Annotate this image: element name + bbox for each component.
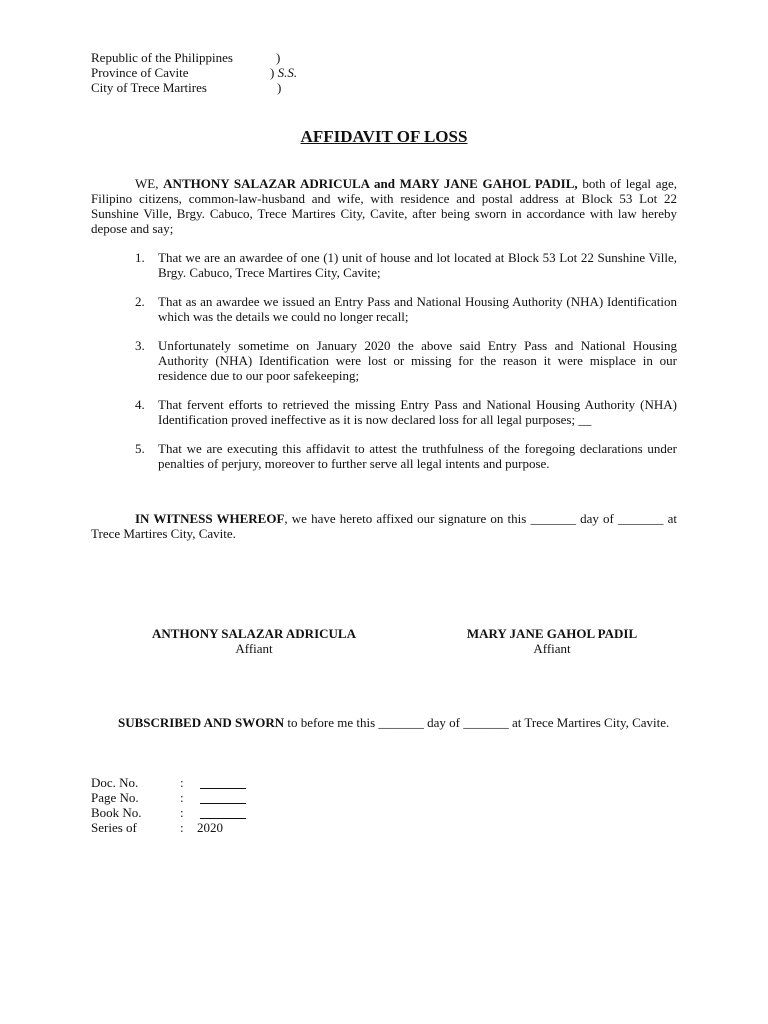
month-blank: _______ [463,715,509,730]
list-item: 2. That as an awardee we issued an Entry Pass and National Housing Authority (NHA) Identification which was the details we could no longer recall; [135,294,677,324]
venue-paren-ss: ) S.S. [270,65,298,80]
list-item: 4. That fervent efforts to retrieved the missing Entry Pass and National Housing Authority (NHA) Identification proved ineffective as it is now declared loss for all legal purposes; __ [135,397,677,427]
record-doc-no: Doc. No. : [91,775,142,790]
list-item: 1. That we are an awardee of one (1) unit of house and lot located at Block 53 Lot 22 Sunshine Ville, Brgy. Cabuco, Trece Martires City, Cavite; [135,250,677,280]
statements-list [91,250,677,485]
signatory-name: MARY JANE GAHOL PADIL [466,626,638,641]
notarial-records [91,775,223,835]
record-blank [200,805,246,819]
record-blank [200,790,246,804]
document-title: AFFIDAVIT OF LOSS [300,127,468,146]
signature-block-anthony [134,626,374,656]
venue-block [91,50,298,95]
venue-paren: ) [276,50,281,65]
record-book-no: Book No. : [91,805,142,820]
witness-paragraph: IN WITNESS WHEREOF, we have hereto affixed our signature on this _______ day of _______ at Trece Martires City, Cavite. [91,511,677,541]
signatory-role: Affiant [533,641,571,656]
day-blank: _______ [378,715,424,730]
venue-line-province: Province of Cavite ) S.S. [91,65,298,80]
intro-paragraph: WE, ANTHONY SALAZAR ADRICULA and MARY JANE GAHOL PADIL, both of legal age, Filipino citizens, common-law-husband and wife, with residence and postal address at Block 53 Lot 22 Sunshine Ville, Brgy. Cabuco, Trece Martires City, Cavite, after being sworn in accordance with law hereby depose and say; [91,176,677,236]
day-blank: _______ [530,511,576,526]
venue-paren: ) [277,80,282,95]
record-series: Series of : 2020 [91,820,223,835]
venue-line-republic: Republic of the Philippines ) [91,50,281,65]
list-item: 5. That we are executing this affidavit to attest the truthfulness of the foregoing declarations under penalties of perjury, moreover to further serve all legal intents and purpose. [135,441,677,471]
signatory-role: Affiant [235,641,273,656]
affiant-names: ANTHONY SALAZAR ADRICULA and MARY JANE GAHOL PADIL, [163,176,578,191]
signature-block-mary-jane [450,626,654,656]
record-blank [200,775,246,789]
record-series-value: 2020 [197,820,223,835]
month-blank: _______ [617,511,664,526]
ss-mark: S.S. [277,65,298,80]
jurat-paragraph: SUBSCRIBED AND SWORN to before me this _______ day of _______ at Trece Martires City, Cavite. [118,715,670,730]
venue-line-city: City of Trece Martires ) [91,80,282,95]
signatory-name: ANTHONY SALAZAR ADRICULA [152,626,356,641]
record-page-no: Page No. : [91,790,142,805]
list-item: 3. Unfortunately sometime on January 2020 the above said Entry Pass and National Housing Authority (NHA) Identification were lost or missing for the reason it were misplace in our residence due to our poor safekeeping; [135,338,677,383]
